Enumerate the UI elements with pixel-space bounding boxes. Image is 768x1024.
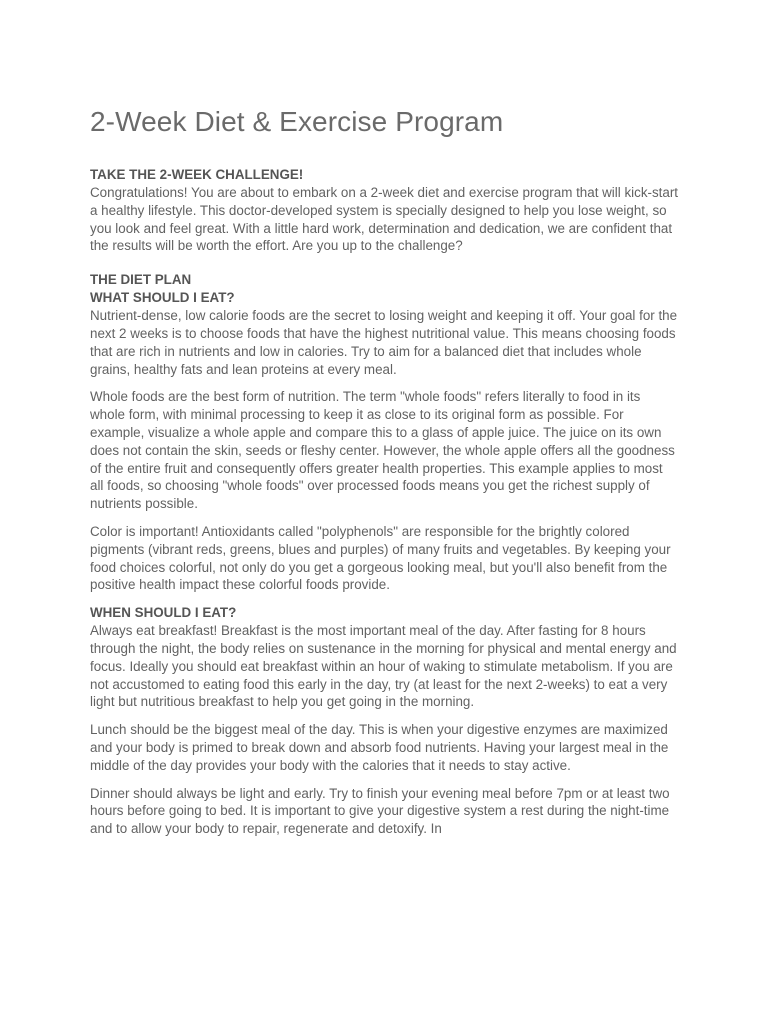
section-heading: THE DIET PLAN	[90, 272, 192, 288]
paragraph: Dinner should always be light and early. Try to finish your evening meal before 7pm or at least two hours before going to bed. It is important to give your digestive system a rest during the night-time and to allow your body to repair, regenerate and detoxify. In	[90, 785, 670, 837]
section-challenge	[90, 166, 678, 255]
paragraph: Color is important! Antioxidants called "polyphenols" are responsible for the brightly colored pigments (vibrant reds, greens, blues and purples) of many fruits and vegetables. By keeping your food choices colorful, not only do you get a gorgeous looking meal, but you'll also benefit from the positive health impact these colorful foods provide.	[90, 523, 671, 593]
sub-heading: WHEN SHOULD I EAT?	[90, 605, 237, 621]
paragraph: Congratulations! You are about to embark on a 2-week diet and exercise program that will kick-start a healthy lifestyle. This doctor-developed system is specially designed to help you lose weight, so you look and feel great. With a little hard work, determination and dedication, we are confident that the results will be worth the effort. Are you up to the challenge?	[90, 185, 679, 254]
paragraph: Always eat breakfast! Breakfast is the most important meal of the day. After fasting for 8 hours through the night, the body relies on sustenance in the morning for physical and mental energy and focus. Ideally you should eat breakfast within an hour of waking to stimulate metabolism. If you are not accustomed to eating food this early in the day, try (at least for the next 2-weeks) to eat a very light but nutritious breakfast to help you get going in the morning.	[90, 623, 677, 710]
section-when-to-eat	[90, 604, 678, 838]
document-title: 2-Week Diet & Exercise Program	[90, 106, 504, 137]
sub-heading: WHAT SHOULD I EAT?	[90, 290, 235, 306]
section-heading: TAKE THE 2-WEEK CHALLENGE!	[90, 167, 304, 182]
paragraph: Nutrient-dense, low calorie foods are the secret to losing weight and keeping it off. Your goal for the next 2 weeks is to choose foods that have the highest nutritional value. This means choosing foods that are rich in nutrients and low in calories. Try to aim for a balanced diet that includes whole grains, healthy fats and lean proteins at every meal.	[90, 308, 678, 377]
document-page	[90, 104, 678, 848]
paragraph: Lunch should be the biggest meal of the day. This is when your digestive enzymes are maximized and your body is primed to break down and absorb food nutrients. Having your largest meal in the middle of the day provides your body with the calories that it needs to stay active.	[90, 722, 669, 773]
section-diet-plan	[90, 271, 678, 594]
paragraph: Whole foods are the best form of nutrition. The term "whole foods" refers literally to food in its whole form, with minimal processing to keep it as close to its original form as possible. For example, visualize a whole apple and compare this to a glass of apple juice. The juice on its own does not contain the skin, seeds or fleshy center. However, the whole apple offers all the goodness of the entire fruit and consequently offers greater health properties. This example applies to most all foods, so choosing "whole foods" over processed foods means you get the richest supply of nutrients possible.	[90, 389, 675, 512]
